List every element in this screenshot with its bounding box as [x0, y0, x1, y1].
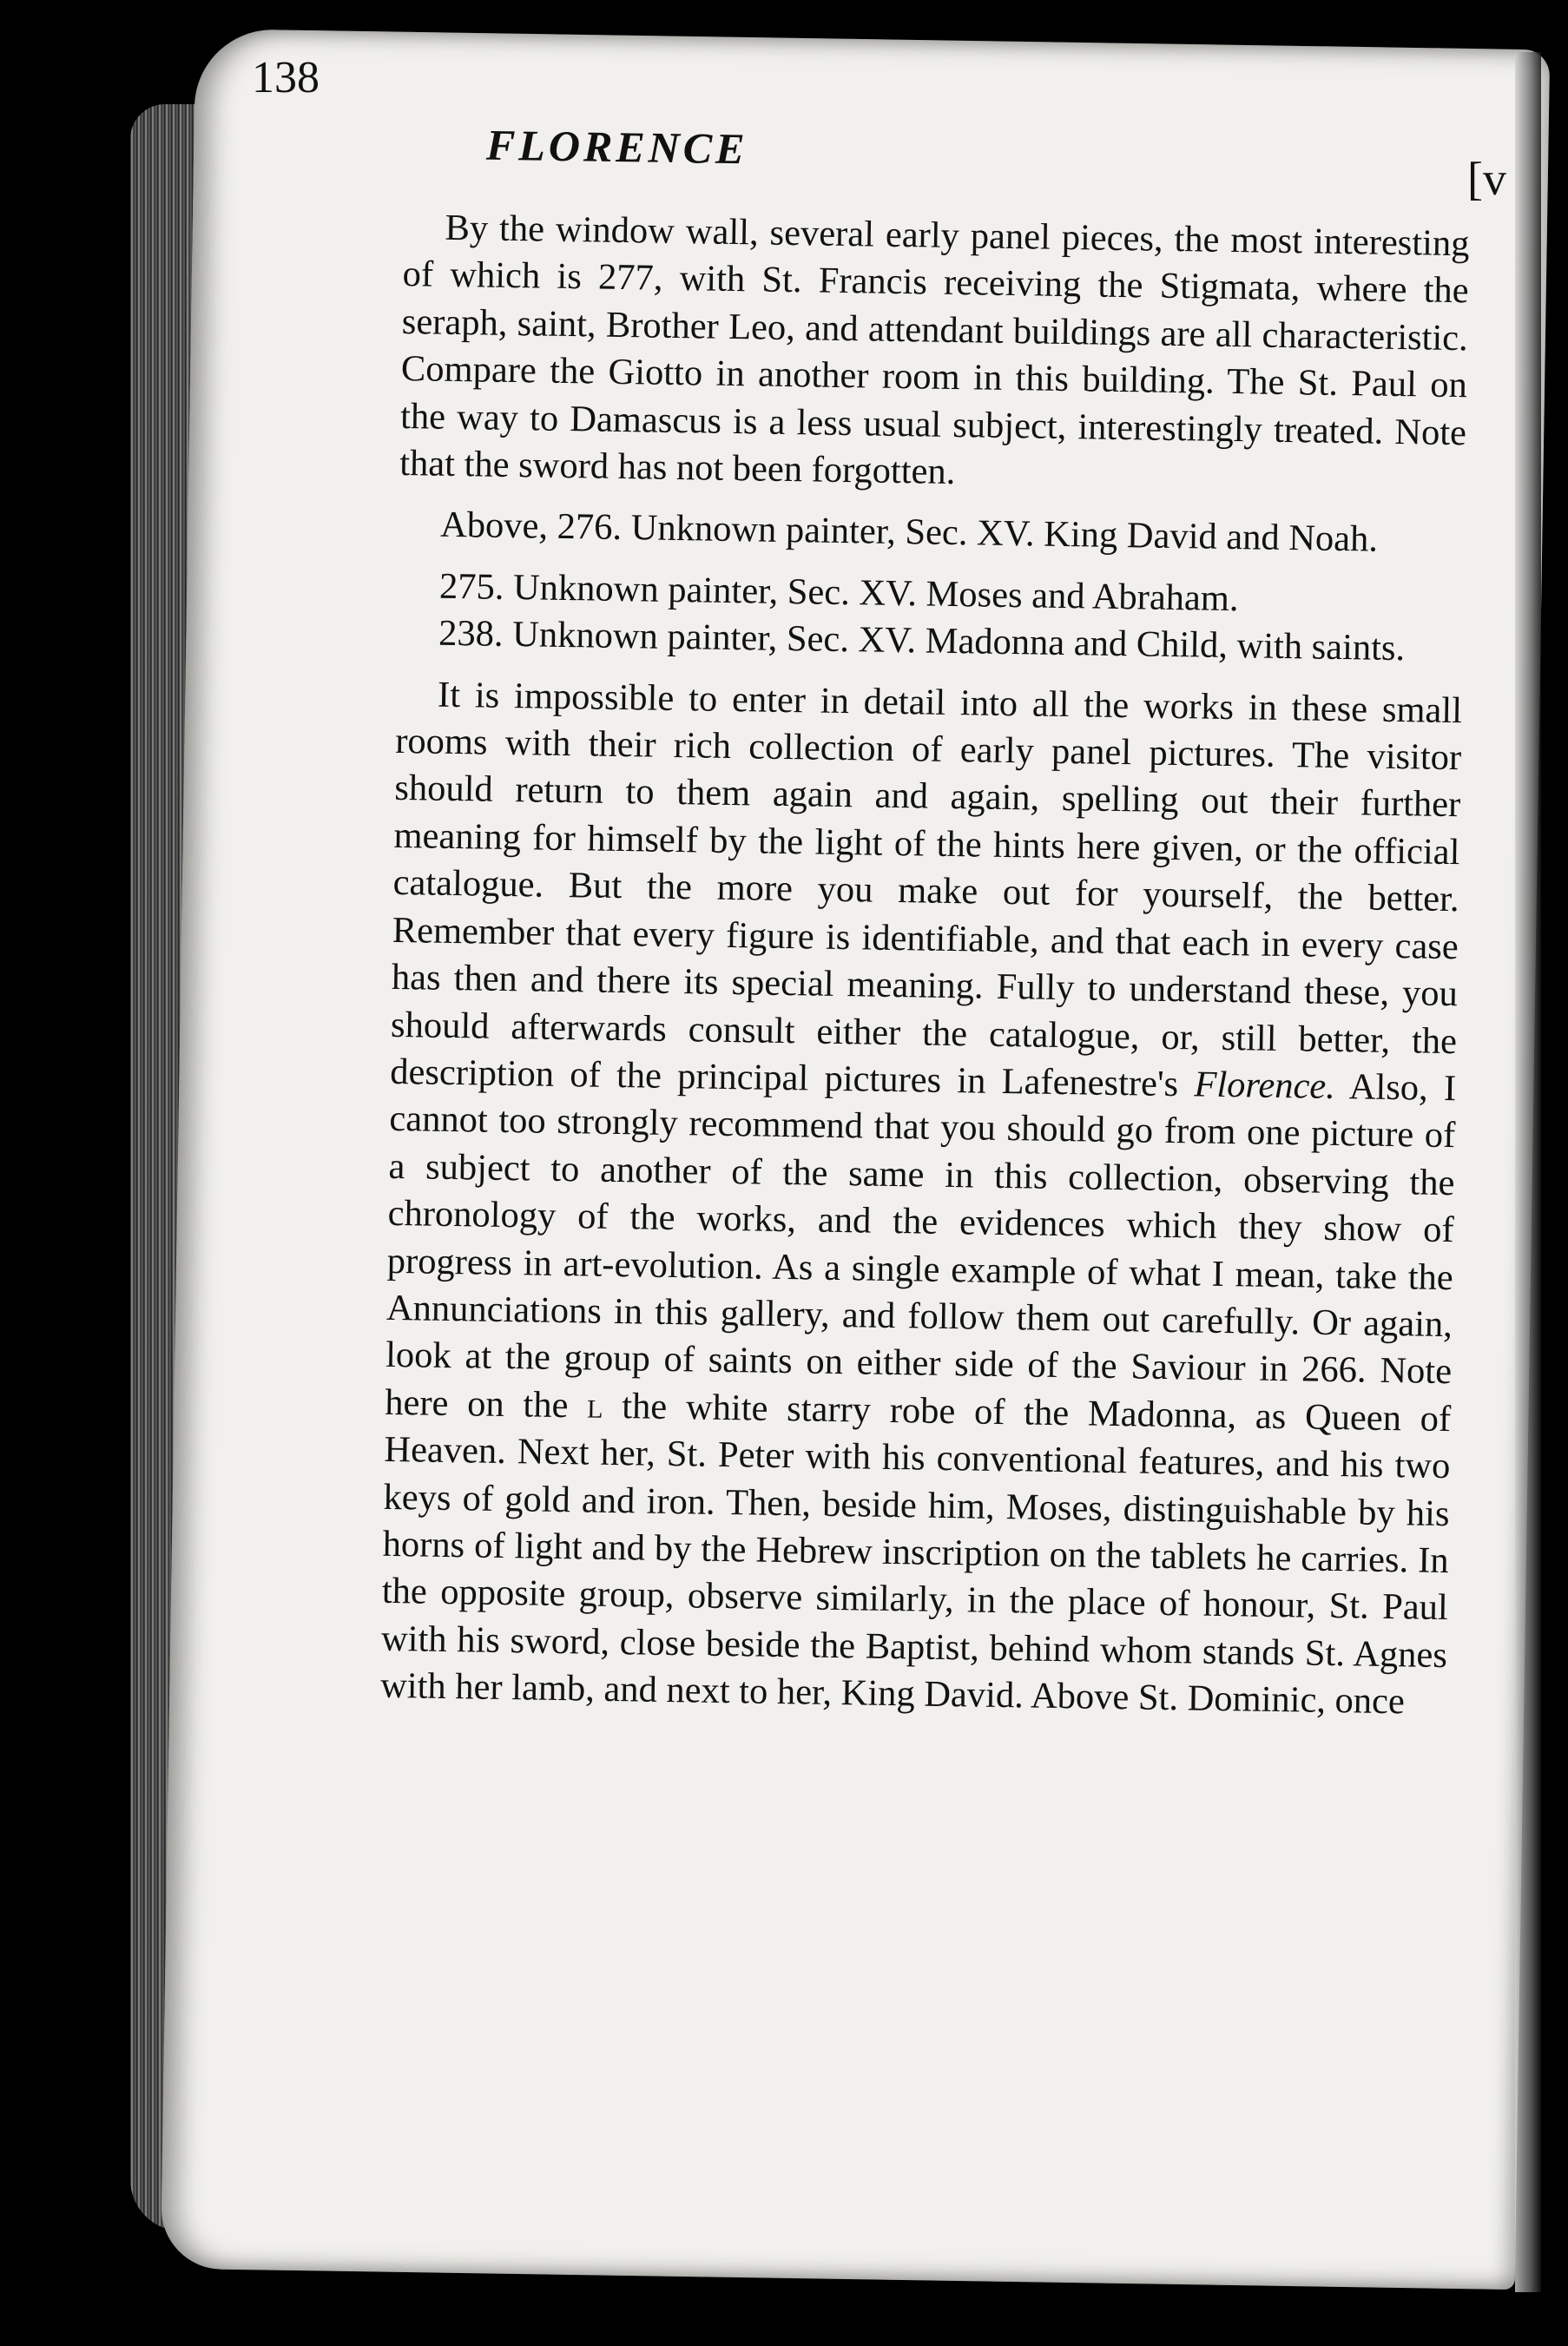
- paragraph-text-part: the white starry robe of the Madonna, as Queen of Heaven. Next her, St. Peter with his conventional features, and his two keys of gold and iron. Then, beside him, Moses, distinguishable by his horns of light and by the Hebrew inscription on the tablets he carries. In the opposite group, observe similarly, in the place of honour, St. Paul with his sword, close beside the Baptist, behind whom stands St. Agnes with her lamb, and next to her, King David. Above St. Dominic, once: [379, 1385, 1452, 1723]
- body-text: [380, 204, 1470, 1727]
- book-right-edge: [1515, 52, 1541, 2292]
- paragraph-item-276: Above, 276. Unknown painter, Sec. XV. King David and Noah.: [439, 504, 1379, 561]
- paragraph-window-wall: By the window wall, several early panel pieces, the most interesting of which is 277, with St. Francis receiving the Stigmata, where the seraph, saint, Brother Leo, and attendant buildings are all characteristic. Compare the Giotto in another room in this building. The St. Paul on the way to Damascus is a less usual subject, interestingly treated. Note that the sword has not been forgotten.: [399, 207, 1470, 493]
- paragraph-text-part: Also, I cannot too strongly recommend that you should go from one picture of a subject to another of the same in this collection, observing the chronology of the works, and the evidences which they show of progress in art-evolution. As a single example of what I mean, take the Annunciations in this gallery, and follow them out carefully. Or again, look at the group of saints on either side of the Saviour in 266. Note here on the: [384, 1065, 1457, 1427]
- left-abbreviation: l: [586, 1385, 603, 1427]
- book-title-italic: Florence.: [1194, 1064, 1336, 1107]
- running-title: FLORENCE: [485, 120, 748, 174]
- page-number: 138: [252, 53, 320, 102]
- paragraph-impossible-to-enter: [380, 671, 1463, 1727]
- paragraph-item-275: 275. Unknown painter, Sec. XV. Moses and Abraham.: [438, 565, 1239, 620]
- paragraph-text-part: It is impossible to enter in detail into all the works in these small rooms with their rich collection of early panel pictures. The visitor should return to them again and again, spelling out their further meaning for himself by the light of the hints here given, or the official catalogue. But the more you make out for yourself, the better. Remember that every figure is identifiable, and that each in every case has then and there its special meaning. Fully to understand these, you should afterwards consult either the catalogue, or, still better, the description of the principal pictures in Lafenestre's: [389, 674, 1463, 1105]
- paragraph-item-238: 238. Unknown painter, Sec. XV. Madonna and Child, with saints.: [438, 612, 1406, 669]
- chapter-mark: [v: [1467, 153, 1506, 205]
